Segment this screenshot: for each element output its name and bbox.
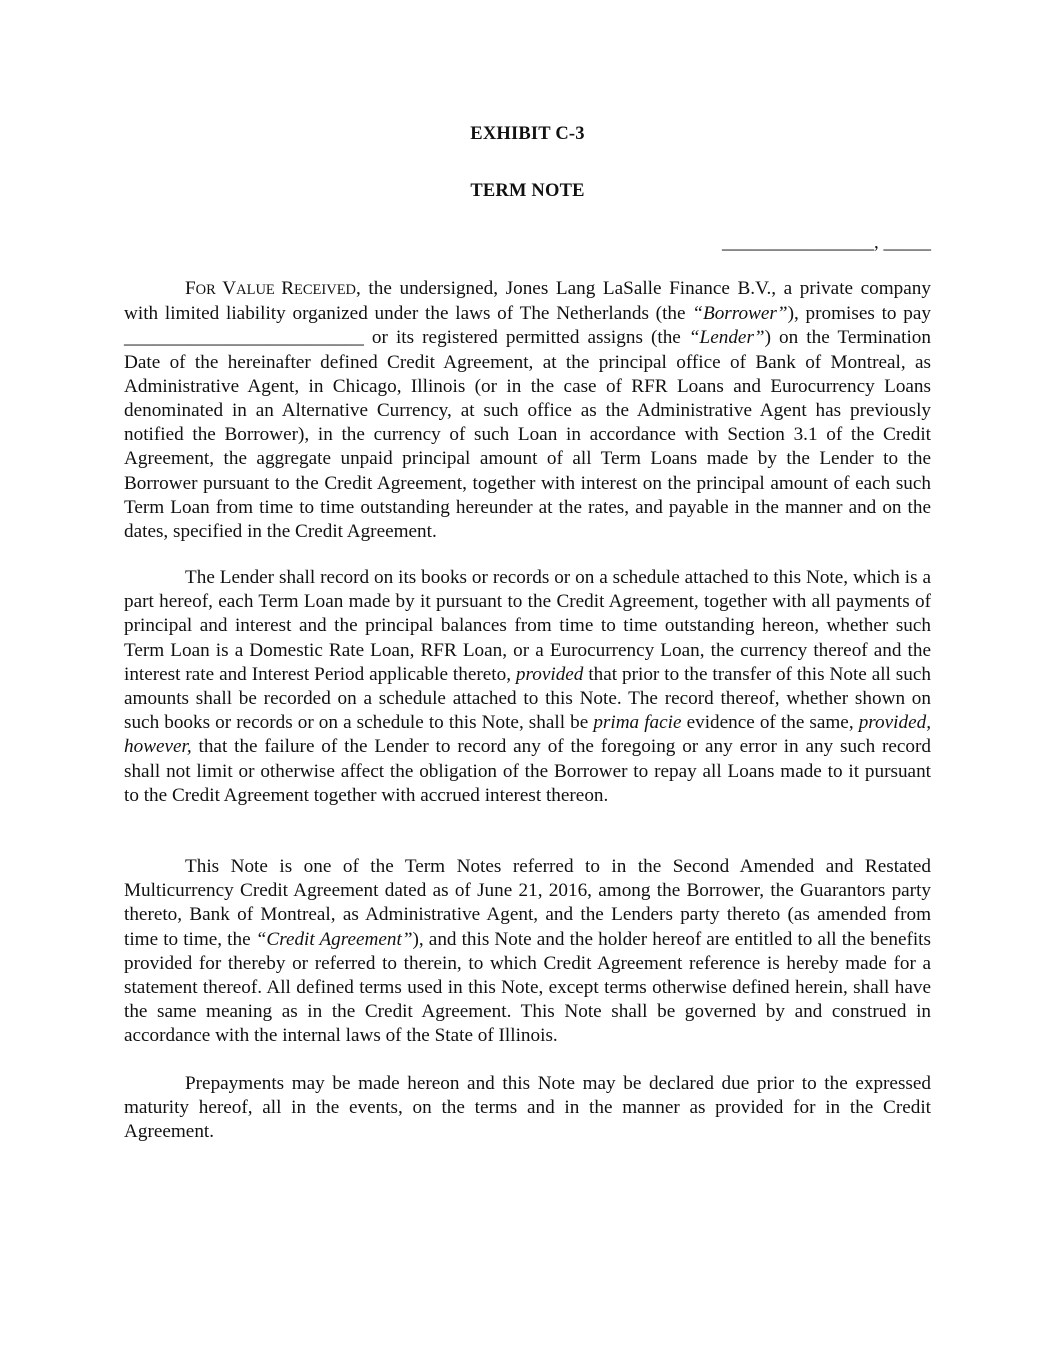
prima-facie-term: prima facie [593, 712, 682, 734]
date-blank: ________________ [722, 232, 874, 253]
paragraph-promise-to-pay [124, 277, 931, 544]
provided-term: provided [515, 663, 584, 685]
lead-eceived: ECEIVED [294, 282, 357, 298]
borrower-defined-term: “Borrower” [692, 303, 788, 325]
date-line [722, 232, 931, 254]
lead-r: R [281, 278, 295, 299]
provided-however-term: provided, however, [124, 712, 931, 758]
paragraph-record-keeping [124, 566, 931, 808]
p2-text-a: The Lender shall record on its books or records or on a schedule attached to this Note, which is a part hereof, each Term Loan made by it pursuant to the Credit Agreement, together with all payments of principal and interest and the principal balances from time to time outstanding hereon, whether such Term Loan is a Domestic Rate Loan, RFR Loan, or a Eurocurrency Loan, the currency thereof and the interest rate and Interest Period applicable thereto, [124, 567, 931, 685]
lead-or: OR [195, 282, 223, 298]
p2-text-c: evidence of the same, [681, 712, 859, 734]
exhibit-heading: EXHIBIT C-3 [470, 124, 585, 144]
paragraph-prepayments: Prepayments may be made hereon and this Note may be declared due prior to the expressed maturity hereof, all in the events, on the terms and in the manner as provided for in the Credit Agreement. [124, 1073, 931, 1143]
p1-text-b: ), promises to pay [787, 303, 931, 325]
p3-text-b: ), and this Note and the holder hereof are entitled to all the benefits provided for thereby or referred to therein, to which Credit Agreement reference is hereby made for a statement thereof. All defined terms used in this Note, except terms otherwise defined herein, shall have the same meaning as in the Credit Agreement. This Note shall be governed by and construed in accordance with the internal laws of the State of Illinois. [124, 928, 931, 1047]
lead-alue: ALUE [236, 282, 282, 298]
credit-agreement-defined-term: “Credit Agreement” [255, 928, 413, 950]
p1-text-d: ) on the Termination Date of the hereinafter defined Credit Agreement, at the principal office of Bank of Montreal, as Administrative Agent, in Chicago, Illinois (or in the case of RFR Loans and Eurocurrency Loans denominated in an Alternative Currency, at such office as the Administrative Agent has previously notified the Borrower), in the currency of such Loan in accordance with Section 3.1 of the Credit Agreement, the aggregate unpaid principal amount of all Term Loans made by the Lender to the Borrower pursuant to the Credit Agreement, together with interest on the principal amount of each such Term Loan from time to time outstanding hereunder at the rates, and payable in the manner and on the dates, specified in the Credit Agreement. [124, 327, 931, 543]
lead-v: V [222, 278, 237, 299]
paragraph-credit-agreement [124, 855, 931, 1049]
document-title: TERM NOTE [470, 181, 585, 201]
p1-text-c: or its registered permitted assigns (the [363, 327, 689, 349]
year-blank: _____ [883, 232, 931, 253]
lender-defined-term: “Lender” [688, 327, 765, 349]
p2-text-b: that prior to the transfer of this Note all such amounts shall be recorded on a schedule attached to this Note. The record thereof, whether shown on such books or records or on a schedule to this Note, shall be [124, 663, 931, 734]
payee-blank: _________________________ [124, 327, 364, 349]
date-separator: , [874, 232, 884, 253]
p3-text-a: This Note is one of the Term Notes referred to in the Second Amended and Restated Multicurrency Credit Agreement dated as of June 21, 2016, among the Borrower, the Guarantors party thereto, Bank of Montreal, as Administrative Agent, and the Lenders party thereto (as amended from time to time, the [124, 856, 931, 950]
p1-text-a: , the undersigned, Jones Lang LaSalle Finance B.V., a private company with limited liability organized under the laws of The Netherlands (the [124, 278, 931, 325]
p2-text-d: that the failure of the Lender to record any of the foregoing or any error in any such record shall not limit or otherwise affect the obligation of the Borrower to repay all Loans made to it pursuant to the Credit Agreement together with accrued interest thereon. [124, 736, 931, 806]
lead-f: F [185, 278, 196, 299]
